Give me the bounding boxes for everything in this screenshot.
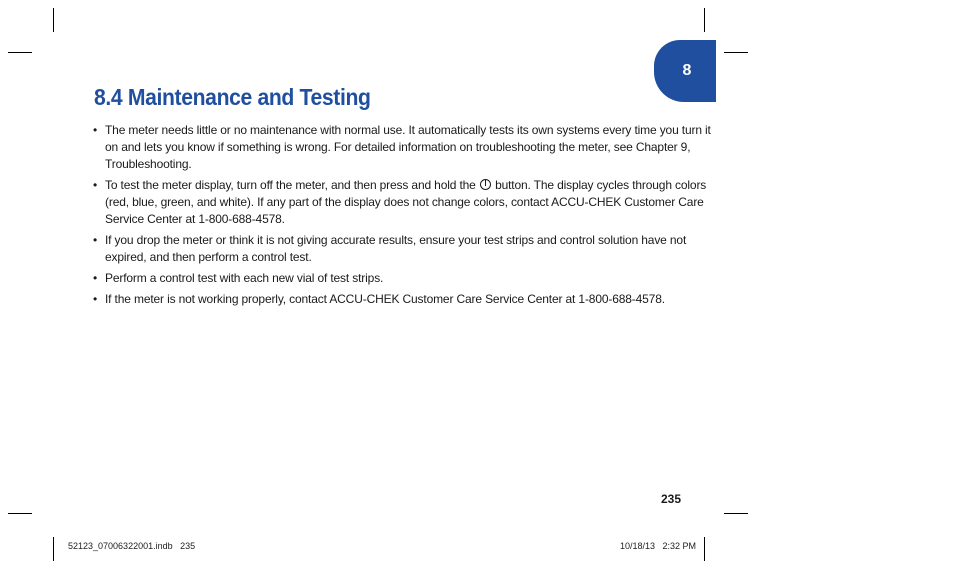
bullet-dot: • bbox=[93, 292, 98, 306]
footer-date-info: 10/18/13 2:32 PM bbox=[620, 541, 697, 551]
bullet-text: Perform a control test with each new vial of test strips. bbox=[105, 271, 384, 285]
crop-mark bbox=[704, 8, 705, 32]
bullet-text: If you drop the meter or think it is not giving accurate results, ensure your test strips and control solution have not expired, and then perform a control test. bbox=[105, 233, 687, 264]
chapter-tab bbox=[654, 40, 716, 102]
section-title: 8.4 Maintenance and Testing bbox=[94, 84, 371, 110]
list-item bbox=[93, 270, 713, 287]
bullet-text: If the meter is not working properly, contact ACCU-CHEK Customer Care Service Center at 1-800-688-4578. bbox=[105, 292, 665, 306]
crop-mark bbox=[8, 513, 32, 514]
list-item bbox=[93, 232, 713, 266]
crop-mark bbox=[704, 537, 705, 561]
bullet-dot: • bbox=[93, 123, 98, 137]
list-item bbox=[93, 122, 713, 173]
crop-mark bbox=[724, 513, 748, 514]
footer-file-info: 52123_07006322001.indb 235 bbox=[68, 541, 196, 551]
crop-mark bbox=[8, 52, 32, 53]
page-number: 235 bbox=[661, 492, 682, 506]
crop-mark bbox=[53, 8, 54, 32]
list-item bbox=[93, 291, 713, 308]
power-icon bbox=[480, 179, 491, 190]
bullet-dot: • bbox=[93, 271, 98, 285]
crop-mark bbox=[724, 52, 748, 53]
bullet-text: To test the meter display, turn off the meter, and then press and hold the bbox=[105, 178, 476, 192]
crop-mark bbox=[53, 537, 54, 561]
bullet-text: button. The display cycles through colors (red, blue, green, and white). If any part of the display does not change colors, contact ACCU-CHEK Customer Care Service Center at 1-800-688-4578. bbox=[105, 178, 707, 226]
bullet-list bbox=[93, 122, 713, 312]
bullet-dot: • bbox=[93, 233, 98, 247]
list-item bbox=[93, 177, 713, 228]
chapter-number: 8 bbox=[682, 62, 692, 79]
bullet-text: The meter needs little or no maintenance with normal use. It automatically tests its own systems every time you turn it on and lets you know if something is wrong. For detailed information on troubleshooting the meter, see Chapter 9, Troubleshooting. bbox=[105, 123, 711, 171]
bullet-dot: • bbox=[93, 178, 98, 192]
